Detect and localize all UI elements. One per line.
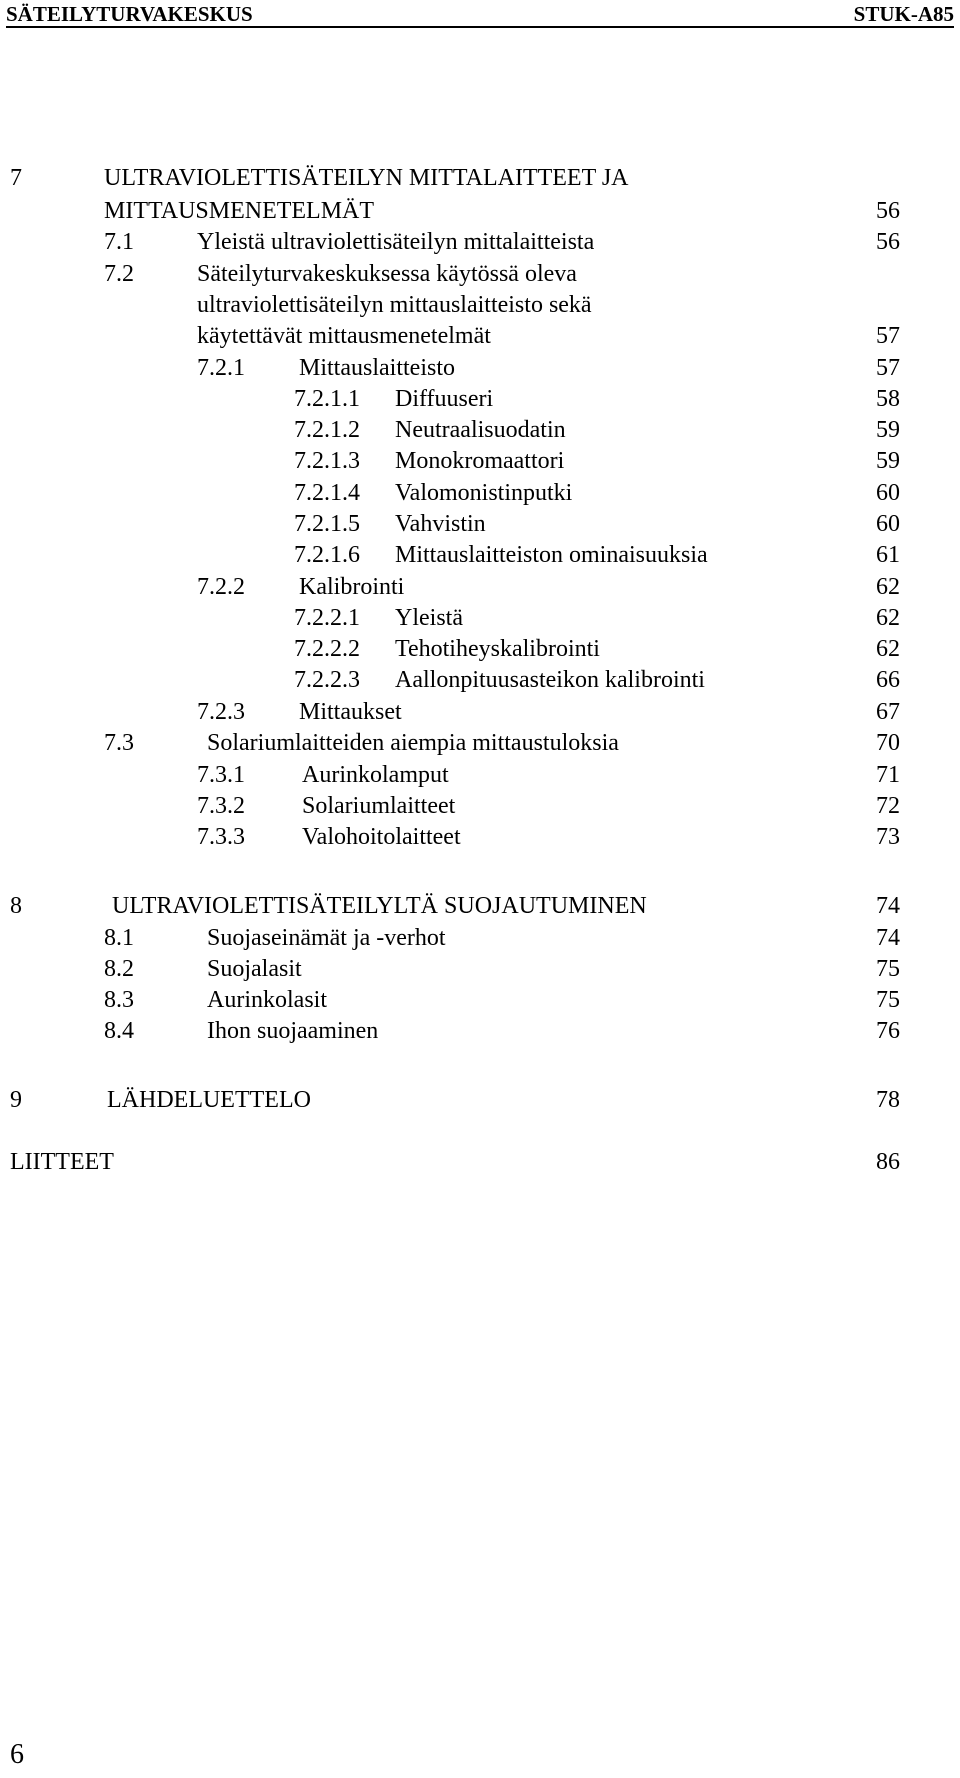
toc-entry-page: 60	[876, 480, 900, 506]
toc-entry-title: Aurinkolamput	[302, 762, 449, 788]
toc-entry	[0, 290, 960, 320]
toc-entry-title: Valohoitolaitteet	[302, 824, 461, 850]
toc-entry-number: 9	[10, 1087, 22, 1113]
toc-entry	[0, 1085, 960, 1115]
toc-entry-page: 59	[876, 448, 900, 474]
toc-entry-title: Yleistä	[395, 605, 463, 631]
toc-entry	[0, 665, 960, 695]
toc-entry-title: Diffuuseri	[395, 386, 494, 412]
toc-entry-number: 7.2.1.3	[294, 448, 360, 474]
toc-entry-title: Valomonistinputki	[395, 480, 573, 506]
toc-entry-page: 60	[876, 511, 900, 537]
toc-entry-title: ULTRAVIOLETTISÄTEILYN MITTALAITTEET JA	[104, 165, 629, 191]
toc-entry-number: 7.3.3	[197, 824, 245, 850]
toc-entry-page: 62	[876, 605, 900, 631]
toc-entry	[0, 509, 960, 539]
toc-entry	[0, 791, 960, 821]
toc-entry-title: Vahvistin	[395, 511, 486, 537]
toc-entry-number: 7.3	[104, 730, 134, 756]
toc-entry-page: 58	[876, 386, 900, 412]
toc-entry-number: 7.2.1.6	[294, 542, 360, 568]
toc-entry-page: 62	[876, 636, 900, 662]
toc-entry-number: 7.2.2.3	[294, 667, 360, 693]
toc-entry	[0, 384, 960, 414]
toc-entry-page: 59	[876, 417, 900, 443]
header-publisher: SÄTEILYTURVAKESKUS	[6, 2, 253, 26]
toc-entry-page: 62	[876, 574, 900, 600]
toc-entry	[0, 603, 960, 633]
page-number: 6	[10, 1739, 24, 1770]
toc-entry-number: 7.3.1	[197, 762, 245, 788]
toc-entry-number: LIITTEET	[10, 1149, 114, 1175]
toc-entry-page: 70	[876, 730, 900, 756]
toc-entry-title: Neutraalisuodatin	[395, 417, 566, 443]
toc-entry	[0, 572, 960, 602]
toc-entry	[0, 954, 960, 984]
toc-entry-number: 7.1	[104, 229, 134, 255]
toc-entry-page: 75	[876, 987, 900, 1013]
toc-entry-number: 7.2.2.1	[294, 605, 360, 631]
toc-entry	[0, 1147, 960, 1177]
toc-entry-page: 78	[876, 1087, 900, 1113]
toc-entry	[0, 259, 960, 289]
toc-entry-title: Mittauslaitteisto	[299, 355, 455, 381]
toc-entry-title: ultraviolettisäteilyn mittauslaitteisto sekä	[197, 292, 592, 318]
toc-entry	[0, 634, 960, 664]
toc-entry-title: Aurinkolasit	[207, 987, 327, 1013]
toc-entry	[0, 697, 960, 727]
toc-entry-title: käytettävät mittausmenetelmät	[197, 323, 491, 349]
toc-entry-page: 76	[876, 1018, 900, 1044]
toc-entry	[0, 478, 960, 508]
toc-entry	[0, 822, 960, 852]
toc-entry-number: 7.2.1.4	[294, 480, 360, 506]
toc-entry-title: Mittaukset	[299, 699, 402, 725]
toc-entry-title: Tehotiheyskalibrointi	[395, 636, 600, 662]
toc-entry	[0, 1016, 960, 1046]
toc-entry-number: 7.2	[104, 261, 134, 287]
toc-entry-number: 8.4	[104, 1018, 134, 1044]
toc-entry-number: 7.3.2	[197, 793, 245, 819]
toc-entry-number: 7	[10, 165, 22, 191]
toc-entry-title: ULTRAVIOLETTISÄTEILYLTÄ SUOJAUTUMINEN	[112, 893, 647, 919]
toc-entry	[0, 760, 960, 790]
toc-entry	[0, 446, 960, 476]
toc-entry-title: Yleistä ultraviolettisäteilyn mittalaitteista	[197, 229, 595, 255]
toc-entry	[0, 923, 960, 953]
toc-entry-page: 86	[876, 1149, 900, 1175]
toc-entry-number: 8	[10, 893, 22, 919]
toc-entry-number: 7.2.1.1	[294, 386, 360, 412]
toc-entry-number: 7.2.1.2	[294, 417, 360, 443]
toc-entry-number: 7.2.1.5	[294, 511, 360, 537]
toc-entry	[0, 227, 960, 257]
toc-entry	[0, 540, 960, 570]
toc-entry-title: Suojaseinämät ja -verhot	[207, 925, 446, 951]
toc-entry-title: Mittauslaitteiston ominaisuuksia	[395, 542, 708, 568]
toc-entry-page: 57	[876, 323, 900, 349]
toc-entry-page: 74	[876, 925, 900, 951]
toc-entry-page: 72	[876, 793, 900, 819]
toc-entry-page: 56	[876, 198, 900, 224]
toc-entry-title: LÄHDELUETTELO	[107, 1087, 311, 1113]
toc-entry-page: 67	[876, 699, 900, 725]
toc-entry-number: 7.2.3	[197, 699, 245, 725]
toc-entry-number: 7.2.2.2	[294, 636, 360, 662]
toc-entry	[0, 728, 960, 758]
toc-entry-title: MITTAUSMENETELMÄT	[104, 198, 375, 224]
toc-entry	[0, 196, 960, 226]
header-report-id: STUK-A85	[853, 2, 954, 26]
toc-entry-number: 7.2.2	[197, 574, 245, 600]
toc-entry-number: 8.2	[104, 956, 134, 982]
toc-entry-title: Kalibrointi	[299, 574, 405, 600]
toc-entry-page: 61	[876, 542, 900, 568]
toc-entry-number: 8.3	[104, 987, 134, 1013]
toc-entry	[0, 891, 960, 921]
toc-entry-page: 74	[876, 893, 900, 919]
toc-entry	[0, 985, 960, 1015]
toc-entry-page: 73	[876, 824, 900, 850]
toc-entry-title: Solariumlaitteiden aiempia mittaustuloksia	[207, 730, 619, 756]
toc-entry	[0, 353, 960, 383]
toc-entry-title: Suojalasit	[207, 956, 302, 982]
toc-entry-number: 7.2.1	[197, 355, 245, 381]
toc-entry-title: Aallonpituusasteikon kalibrointi	[395, 667, 705, 693]
toc-entry	[0, 163, 960, 193]
toc-entry-page: 56	[876, 229, 900, 255]
toc-entry-title: Ihon suojaaminen	[207, 1018, 379, 1044]
toc-entry-page: 71	[876, 762, 900, 788]
toc-entry	[0, 321, 960, 351]
toc-entry-page: 57	[876, 355, 900, 381]
toc-entry-page: 75	[876, 956, 900, 982]
toc-entry-title: Monokromaattori	[395, 448, 565, 474]
toc-entry-number: 8.1	[104, 925, 134, 951]
toc-entry-page: 66	[876, 667, 900, 693]
toc-entry-title: Solariumlaitteet	[302, 793, 456, 819]
toc-entry-title: Säteilyturvakeskuksessa käytössä oleva	[197, 261, 577, 287]
toc-entry	[0, 415, 960, 445]
